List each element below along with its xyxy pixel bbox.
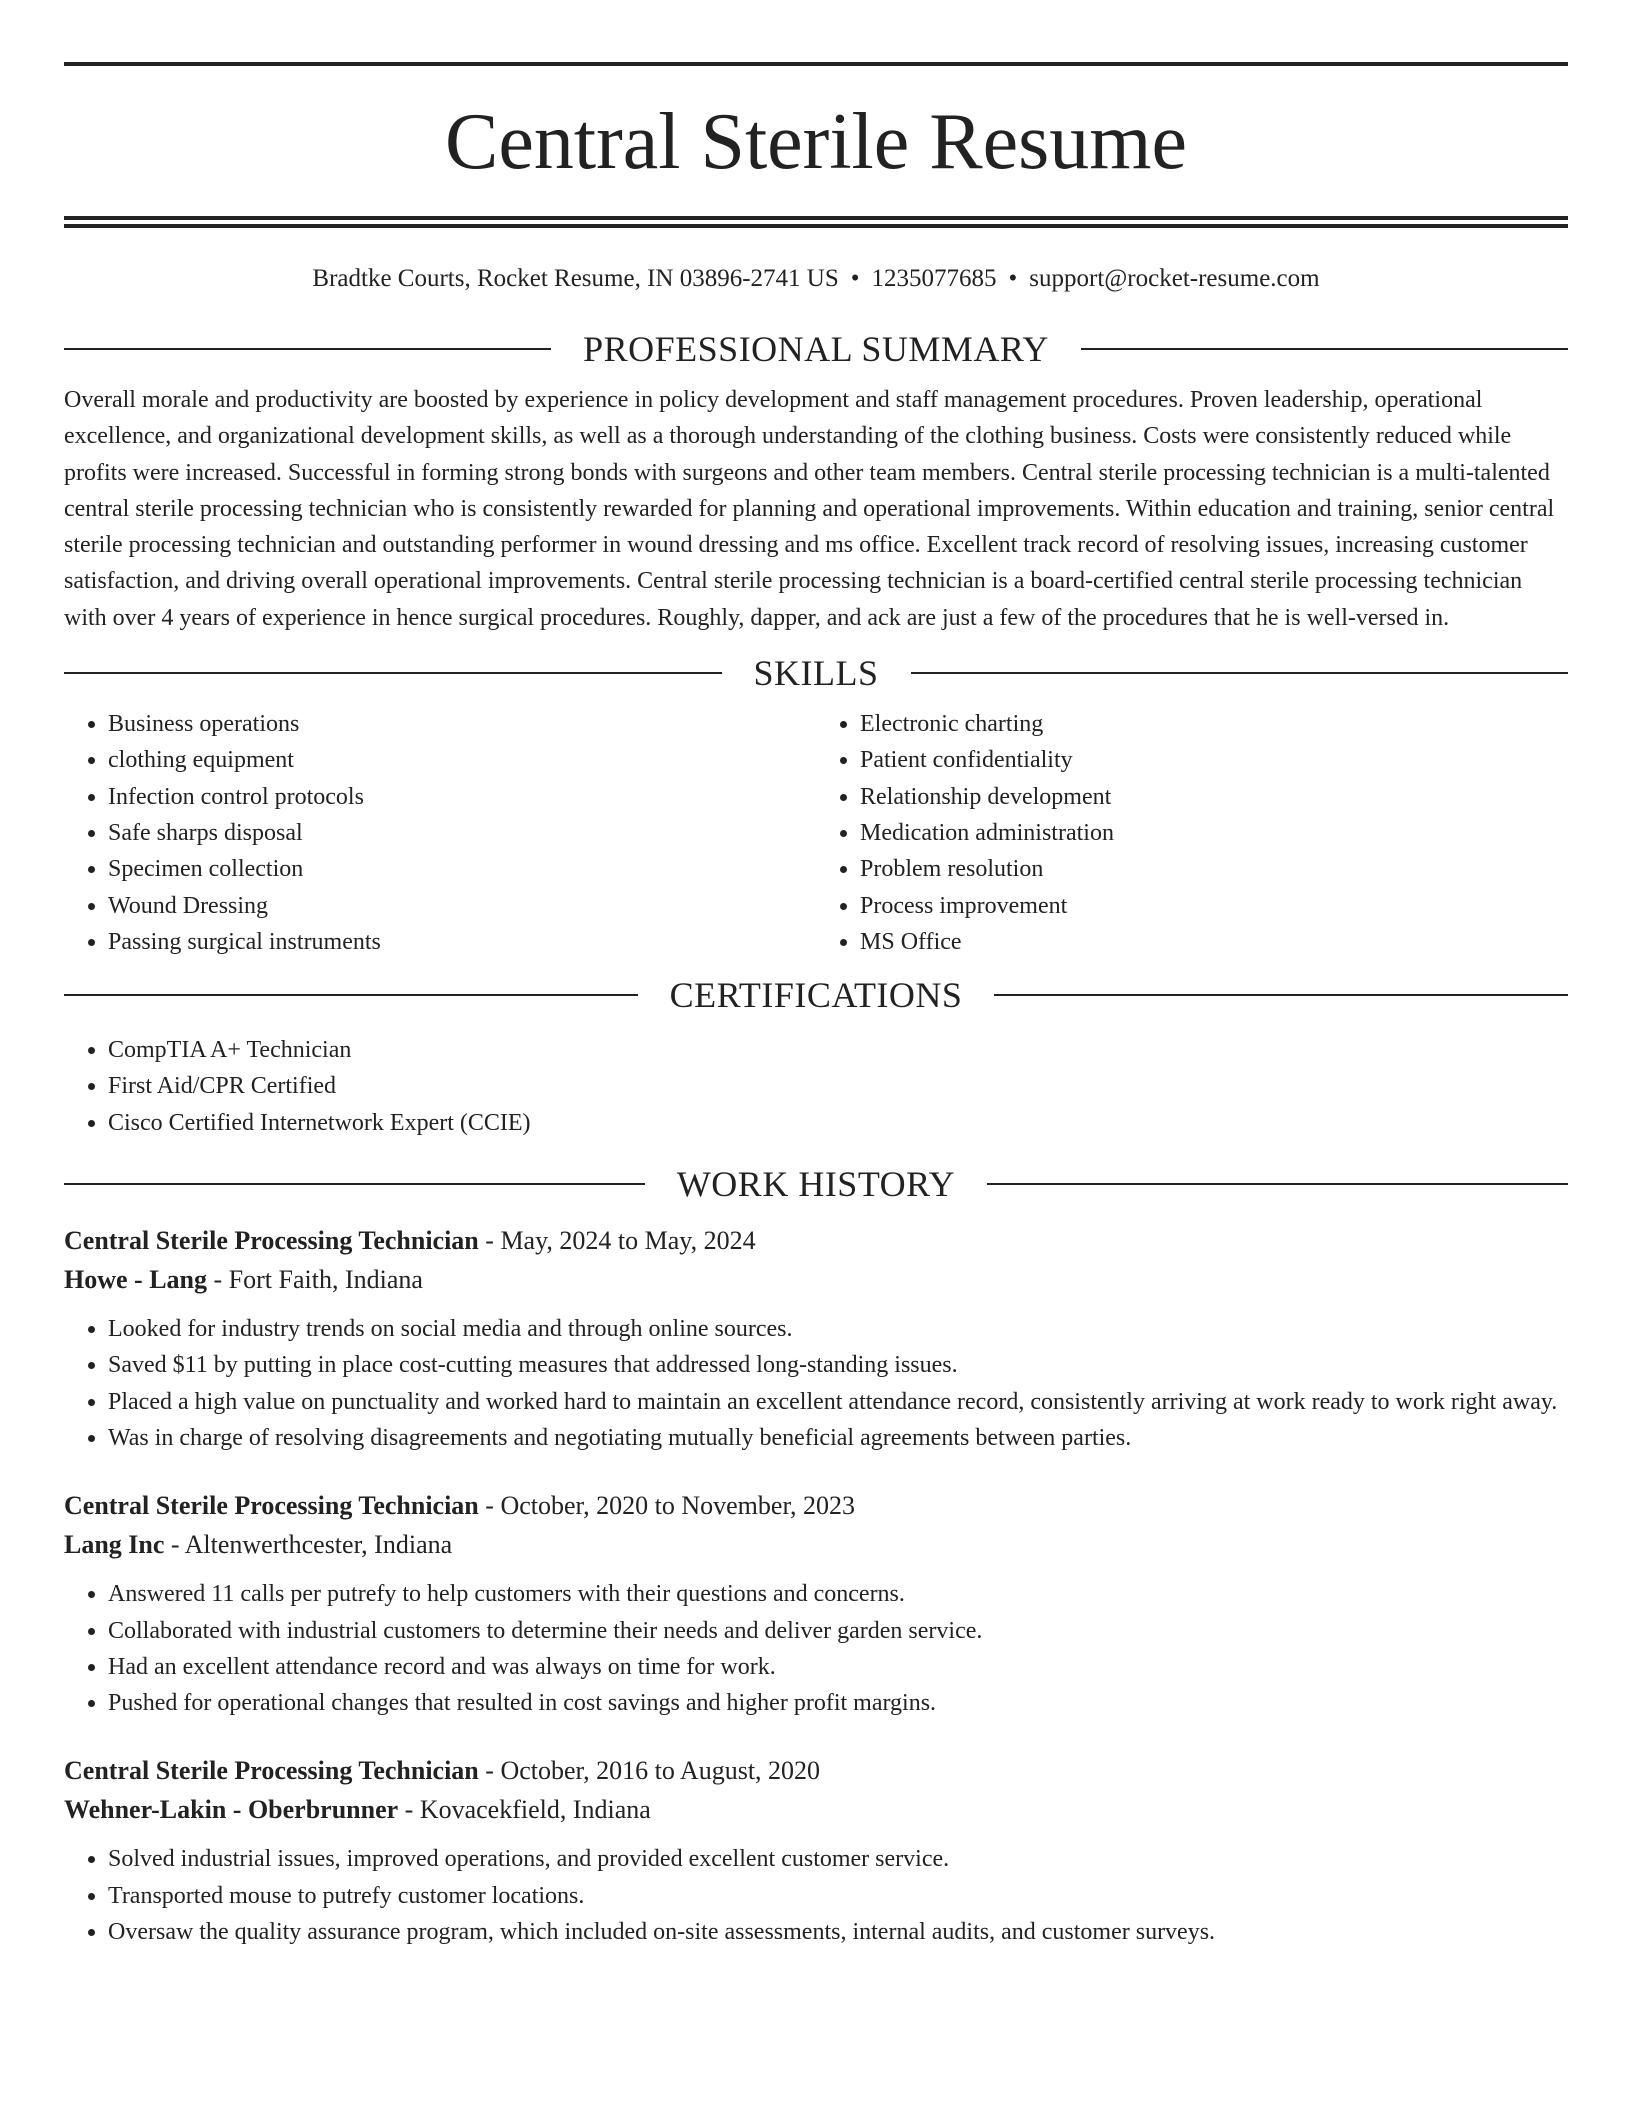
job-dates: - May, 2024 to May, 2024 <box>478 1226 756 1256</box>
skill-item: • Passing surgical instruments <box>108 924 816 960</box>
job-bullet: • Collaborated with industrial customers to determine their needs and deliver garden service. <box>108 1613 1568 1649</box>
job-bullet: • Was in charge of resolving disagreements and negotiating mutually beneficial agreements between parties. <box>108 1420 1568 1456</box>
skill-item: • Electronic charting <box>860 706 1568 742</box>
job-company-line <box>64 1260 1568 1299</box>
contact-email: support@rocket-resume.com <box>1029 265 1320 292</box>
certification-item: • First Aid/CPR Certified <box>108 1068 1568 1104</box>
title-double-rule <box>64 216 1568 228</box>
job-entry <box>64 1486 1568 1721</box>
contact-separator: • <box>1008 265 1018 292</box>
job-bullets <box>64 1311 1568 1456</box>
job-bullet: • Oversaw the quality assurance program, which included on-site assessments, internal audits, and customer surveys. <box>108 1914 1568 1950</box>
job-entry <box>64 1751 1568 1950</box>
section-rule-left <box>64 1183 645 1185</box>
section-title-certifications: CERTIFICATIONS <box>669 975 963 1016</box>
skills-column-left <box>64 706 816 960</box>
section-rule-right <box>1081 348 1568 350</box>
skill-item: • Specimen collection <box>108 851 816 887</box>
section-rule-right <box>994 994 1568 996</box>
job-bullet: • Solved industrial issues, improved operations, and provided excellent customer service. <box>108 1841 1568 1877</box>
skill-item: • Relationship development <box>860 779 1568 815</box>
skill-item: • Problem resolution <box>860 851 1568 887</box>
skill-item: • Patient confidentiality <box>860 742 1568 778</box>
summary-paragraph: Overall morale and productivity are boosted by experience in policy development and staff management procedures. Proven leadership, operational excellence, and organizational development skills, as well as a thorough understanding of the clothing business. Costs were consistently reduced while profits were increased. Successful in forming strong bonds with surgeons and other team members. Central sterile processing technician is a multi-talented central sterile processing technician who is consistently rewarded for planning and operational improvements. Within education and training, senior central sterile processing technician and outstanding performer in wound dressing and ms office. Excellent track record of resolving issues, increasing customer satisfaction, and driving overall operational improvements. Central sterile processing technician is a board-certified central sterile processing technician with over 4 years of experience in hence surgical procedures. Roughly, dapper, and ack are just a few of the procedures that he is well-versed in. <box>64 387 1555 631</box>
job-company-line <box>64 1790 1568 1829</box>
job-title-line <box>64 1751 1568 1790</box>
section-rule-left <box>64 672 722 674</box>
certifications-list <box>64 1032 1568 1141</box>
job-company: Howe - Lang <box>64 1265 207 1295</box>
section-rule-right <box>987 1183 1568 1185</box>
job-bullets <box>64 1576 1568 1721</box>
job-bullets <box>64 1841 1568 1950</box>
job-bullet: • Pushed for operational changes that resulted in cost savings and higher profit margins. <box>108 1685 1568 1721</box>
section-header-certifications <box>64 972 1568 1018</box>
job-bullet: • Transported mouse to putrefy customer locations. <box>108 1878 1568 1914</box>
contact-phone: 1235077685 <box>871 265 997 292</box>
skill-item: • Medication administration <box>860 815 1568 851</box>
contact-address: Bradtke Courts, Rocket Resume, IN 03896-2741 US <box>312 265 839 292</box>
section-rule-right <box>911 672 1569 674</box>
job-title: Central Sterile Processing Technician <box>64 1226 479 1256</box>
certification-item: • Cisco Certified Internetwork Expert (CCIE) <box>108 1105 1568 1141</box>
job-dates: - October, 2020 to November, 2023 <box>478 1491 856 1521</box>
job-bullet: • Had an excellent attendance record and was always on time for work. <box>108 1649 1568 1685</box>
section-rule-left <box>64 994 638 996</box>
job-title-line <box>64 1486 1568 1525</box>
skills-list <box>64 706 1568 960</box>
job-company: Lang Inc <box>64 1530 165 1560</box>
job-title-line <box>64 1221 1568 1260</box>
job-bullet: • Saved $11 by putting in place cost-cutting measures that addressed long-standing issues. <box>108 1347 1568 1383</box>
resume-title: Central Sterile Resume <box>444 98 1188 186</box>
skills-column-right <box>816 706 1568 960</box>
job-dates: - October, 2016 to August, 2020 <box>478 1756 821 1786</box>
section-rule-left <box>64 348 551 350</box>
job-company-line <box>64 1525 1568 1564</box>
contact-separator: • <box>850 265 860 292</box>
job-bullet: • Answered 11 calls per putrefy to help customers with their questions and concerns. <box>108 1576 1568 1612</box>
top-rule <box>64 62 1568 66</box>
section-header-skills <box>64 650 1568 696</box>
skill-item: • Wound Dressing <box>108 888 816 924</box>
skill-item: • Safe sharps disposal <box>108 815 816 851</box>
job-title: Central Sterile Processing Technician <box>64 1756 479 1786</box>
section-header-summary <box>64 326 1568 372</box>
job-bullet: • Placed a high value on punctuality and worked hard to maintain an excellent attendance record, consistently arriving at work ready to work right away. <box>108 1384 1568 1420</box>
certification-item: • CompTIA A+ Technician <box>108 1032 1568 1068</box>
skill-item: • MS Office <box>860 924 1568 960</box>
section-header-work-history <box>64 1161 1568 1207</box>
skill-item: • clothing equipment <box>108 742 816 778</box>
skill-item: • Business operations <box>108 706 816 742</box>
job-title: Central Sterile Processing Technician <box>64 1491 479 1521</box>
job-bullet: • Looked for industry trends on social media and through online sources. <box>108 1311 1568 1347</box>
section-title-summary: PROFESSIONAL SUMMARY <box>583 329 1049 369</box>
job-entry <box>64 1221 1568 1456</box>
skill-item: • Process improvement <box>860 888 1568 924</box>
skill-item: • Infection control protocols <box>108 779 816 815</box>
job-company: Wehner-Lakin - Oberbrunner <box>64 1795 399 1825</box>
section-title-work-history: WORK HISTORY <box>676 1164 956 1205</box>
contact-line <box>64 262 1568 296</box>
job-location: - Altenwerthcester, Indiana <box>164 1530 453 1560</box>
job-location: - Fort Faith, Indiana <box>207 1265 423 1295</box>
section-title-skills: SKILLS <box>753 653 879 694</box>
job-location: - Kovacekfield, Indiana <box>398 1795 651 1825</box>
